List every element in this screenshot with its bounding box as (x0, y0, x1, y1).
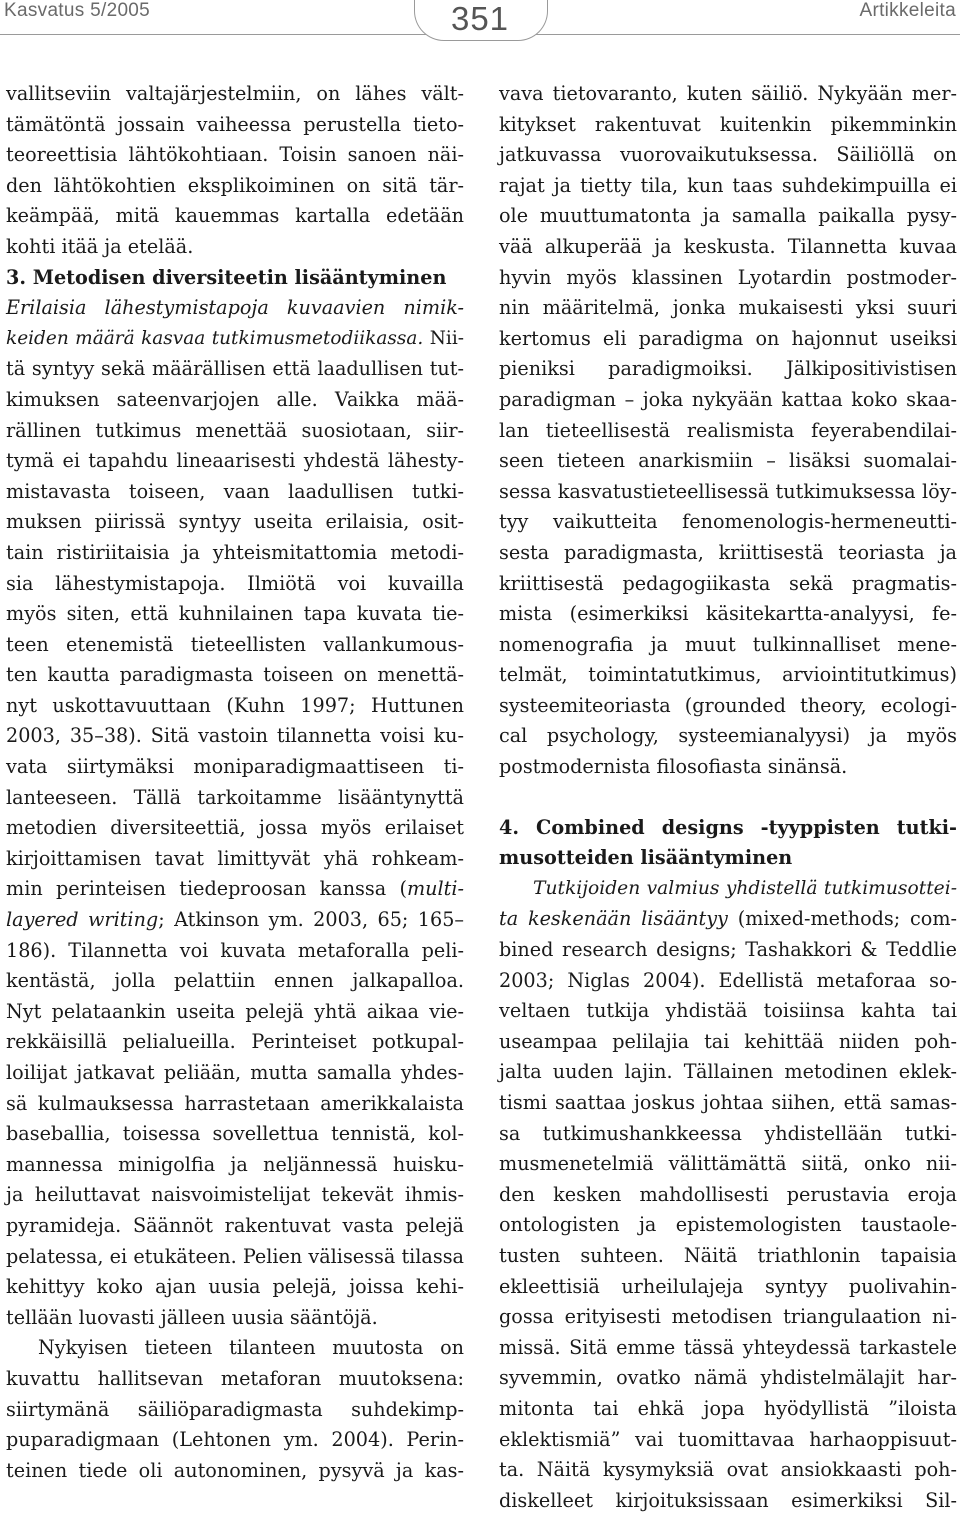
text-line: ekleettisiä urheilulajeja syntyy puolivahin- (499, 1274, 957, 1298)
text-line: tusten suhteen. Näitä triathlonin tapaisia (499, 1243, 957, 1267)
text-line: diskelleet kirjoituksissaan esimerkiksi Sil- (499, 1488, 957, 1512)
section-label: Artikkeleita (859, 0, 956, 21)
text-line: teinen tiede oli autonominen, pysyvä ja kas- (6, 1458, 464, 1482)
text-line: syvemmin, ovatko nämä yhdistelmälajit har- (499, 1366, 957, 1390)
text-line: tä syntyy sekä määrällisen että laadullisen tut- (6, 357, 464, 381)
page-number: 351 (450, 0, 510, 37)
italic-text: keiden määrä kasvaa tutkimusmetodiikassa. (6, 327, 424, 349)
text-line: veltaen tutkija yhdistää toisiinsa kahta tai (499, 999, 957, 1023)
text-line: kriittisestä pedagogiikasta sekä pragmatis- (499, 571, 957, 595)
paragraph (499, 874, 957, 1516)
text-line: eklektismiä” vai tuomittavaa harhaoppisuut- (499, 1427, 957, 1451)
text-line: metodien diversiteettiä, jossa myös erilaiset (6, 816, 464, 840)
text-line: hyvin myös klassinen Lyotardin postmoder- (499, 265, 957, 289)
text-line: jalta uuden lajin. Tällainen metodinen eklek- (499, 1060, 957, 1084)
text-line: puparadigmaan (Lehtonen ym. 2004). Perin- (6, 1428, 464, 1452)
text-line: kohti itää ja etelää. (6, 234, 194, 258)
text-line (499, 904, 957, 935)
italic-text: layered writing (6, 908, 159, 932)
text-line: rällinen tutkimus menettää suosiotaan, siir- (6, 418, 464, 442)
text-line: mitonta tai ehkä jopa hyödyllistä ”iloista (499, 1396, 957, 1420)
text-line: sesta paradigmasta, kriittisestä teoriasta ja (499, 540, 957, 564)
right-column (499, 79, 957, 1516)
text-line: Nyt pelataankin useita pelejä yhtä aikaa vie- (6, 999, 464, 1023)
text-line: teoreettisia lähtökohtiaan. Toisin sanoen näi- (6, 143, 464, 167)
text-line: rajat ja tietty tila, kun taas suhdekimpuilla ei (499, 173, 957, 197)
text-line: telmät, toimintatutkimus, arviointitutkimus) (499, 663, 957, 687)
text-line: tain ristiriitaisia ja yhteismitattomia metodi- (6, 540, 464, 564)
text-line: mannessa minigolfia ja neljännessä huisku- (6, 1152, 464, 1176)
text-line: Nykyisen tieteen tilanteen muutosta on (38, 1336, 464, 1360)
text-line: kentästä, jolla pelattiin ennen jalkapalloa. (6, 969, 464, 993)
text-line: 2003, 35–38). Sitä vastoin tilannetta voisi ku- (6, 724, 464, 748)
text-line: ontologisten ja epistemologisten taustaole- (499, 1213, 957, 1237)
left-column (6, 79, 464, 1486)
italic-text: multi- (406, 877, 464, 901)
text-line: 2003; Niglas 2004). Edellistä metaforaa so- (499, 968, 957, 992)
text-line: postmodernista filosofiasta sinänsä. (499, 755, 848, 779)
section-heading-3: 3. Metodisen diversiteetin lisääntyminen (6, 265, 447, 289)
text-span: ; Atkinson ym. 2003, 65; 165– (158, 908, 464, 932)
text-line: kirjoittamisen tavat limittyvät yhä rohkeam- (6, 846, 464, 870)
text-line: tismi saattaa joskus johtaa siihen, että samas- (499, 1091, 957, 1114)
text-line: sä kulmauksessa harrastetaan amerikkalaista (6, 1091, 464, 1115)
text-line: tyy vaikutteita fenomenologis-hermeneutti- (499, 510, 957, 534)
italic-text: ta keskenään lisääntyy (499, 907, 728, 931)
text-line (6, 905, 464, 936)
text-line (6, 874, 464, 905)
paragraph (6, 1333, 464, 1486)
text-line: missä. Sitä emme tässä yhteydessä tarkastele (499, 1335, 957, 1359)
paragraph (499, 79, 957, 783)
text-line: useampaa pelilajia tai kehittää niiden poh- (499, 1029, 957, 1053)
text-line: paradigman – joka nykyään kattaa koko skaa- (499, 387, 957, 411)
heading-line: 4. Combined designs -tyyppisten tutki- (499, 815, 957, 839)
text-line: tellään luovasti jälleen uusia sääntöjä. (6, 1305, 378, 1329)
text-line: baseballia, toisessa sovellettua tennistä, kol- (6, 1122, 464, 1146)
text-line: siirtymänä säiliöparadigmasta suhdekimp- (6, 1397, 464, 1421)
text-line: tymä ei tapahdu lineaarisesti yhdestä lähesty- (6, 449, 464, 473)
text-line: 186). Tilannetta voi kuvata metaforalla peli- (6, 938, 464, 962)
text-line: sia lähestymistapoja. Ilmiötä voi kuvailla (6, 571, 464, 595)
text-line: ja heiluttavat naisvoimistelijat tekevät ihmis- (6, 1183, 464, 1207)
text-line: keämpää, mitä kauemmas kartalla edetään (6, 204, 464, 228)
text-line: vää alkuperää ja keskusta. Tilannetta kuvaa (499, 234, 957, 258)
text-line: mista (esimerkiksi käsitekartta-analyysi, fe- (499, 602, 957, 626)
text-line: musmenetelmiä välittämättä siitä, onko nii- (499, 1152, 957, 1176)
text-line: pyramideja. Säännöt rakentuvat vasta pelejä (6, 1213, 464, 1237)
text-line: vallitseviin valtajärjestelmiin, on lähes vält- (6, 82, 464, 105)
text-span: (mixed-methods; com- (727, 907, 958, 931)
text-line: rekkäisillä pelialueilla. Perinteiset potkupal- (6, 1030, 464, 1054)
text-line: muksen piirissä syntyy useita erilaisia, osit- (6, 510, 464, 534)
text-line: gossa erityisesti metodisen triangulaation ni- (499, 1305, 957, 1329)
text-line: Tutkijoiden valmius yhdistellä tutkimusottei- (533, 877, 957, 899)
text-line: systeemiteoriasta (grounded theory, ecologi- (499, 693, 957, 717)
text-line: jatkuvassa vuorovaikutuksessa. Säiliöllä on (499, 143, 957, 167)
text-line: lanteeseen. Tällä tarkoitamme lisääntynyttä (6, 785, 464, 809)
journal-issue: Kasvatus 5/2005 (4, 0, 151, 21)
text-line: kertomus eli paradigma on hajonnut useiksi (499, 326, 957, 350)
text-line: kimuksen sateenvarjojen alle. Vaikka mää- (6, 387, 464, 411)
section-heading-4 (499, 813, 957, 874)
text-line: den lähtökohtien eksplikoiminen on sitä tär- (6, 173, 464, 197)
text-line: kitykset rakentuvat kuitenkin pikemminkin (499, 112, 957, 136)
text-line: nyt uskottavuuttaan (Kuhn 1997; Huttunen (6, 693, 464, 717)
text-line: lan tieteellisestä realismista feyerabendilai- (499, 418, 957, 442)
paragraph (6, 293, 464, 1333)
heading-line: musotteiden lisääntyminen (499, 846, 793, 870)
text-line: ole muuttumatonta ja samalla paikalla pysy- (499, 204, 957, 228)
text-line: vava tietovaranto, kuten säiliö. Nykyään mer- (499, 82, 957, 105)
text-line: sa tutkimushankkeessa yhdistellään tutki- (499, 1121, 957, 1145)
text-line: ten kautta paradigmasta toiseen on menettä- (6, 663, 464, 687)
text-line: pieniksi paradigmoiksi. Jälkipositivistisen (499, 357, 957, 381)
text-line: tämätöntä jossain vaiheessa perustella tieto- (6, 112, 464, 136)
text-line: nomenografia ja muut tulkinnalliset mene- (499, 632, 957, 656)
text-line: Erilaisia lähestymistapoja kuvaavien nimik- (6, 296, 464, 320)
text-line: seen tieteen anarkismiin – lisäksi suomalai- (499, 449, 957, 473)
text-line: vata siirtymäksi moniparadigmaattiseen ti- (6, 755, 464, 779)
text-line: bined research designs; Tashakkori & Teddlie (499, 938, 957, 962)
text-line: kehittyy koko ajan uusia pelejä, joissa kehi- (6, 1275, 464, 1299)
text-line: sessa kasvatustieteellisessä tutkimuksessa löy- (499, 479, 957, 503)
text-line: den kesken mahdollisesti perustavia eroja (499, 1182, 957, 1206)
text-line: kuvattu hallitsevan metaforan muutoksena: (6, 1366, 464, 1390)
text-line: pelatessa, ei etukäteen. Pelien välisessä tilassa (6, 1244, 464, 1268)
text-line: mistavasta toiseen, vaan laadullisen tutki- (6, 479, 464, 503)
text-line (6, 324, 464, 355)
text-line: loilijat jatkavat peliään, mutta samalla yhdes- (6, 1061, 464, 1084)
text-line: myös siten, että kuhnilainen tapa kuvata tie- (6, 602, 464, 626)
running-header (0, 0, 960, 44)
text-line: cal psychology, systeemianalyysi) ja myös (499, 724, 957, 748)
text-span: min perinteisen tiedeproosan kanssa ( (6, 877, 407, 901)
text-line: nin määritelmä, jonka mukaisesti yksi suuri (499, 296, 957, 320)
text-line: teen etenemistä tieteellisten vallankumous- (6, 632, 464, 656)
text-line: ta. Näitä kysymyksiä ovat ansiokkaasti poh- (499, 1458, 957, 1482)
text-span: Nii- (429, 327, 464, 349)
paragraph (6, 79, 464, 263)
